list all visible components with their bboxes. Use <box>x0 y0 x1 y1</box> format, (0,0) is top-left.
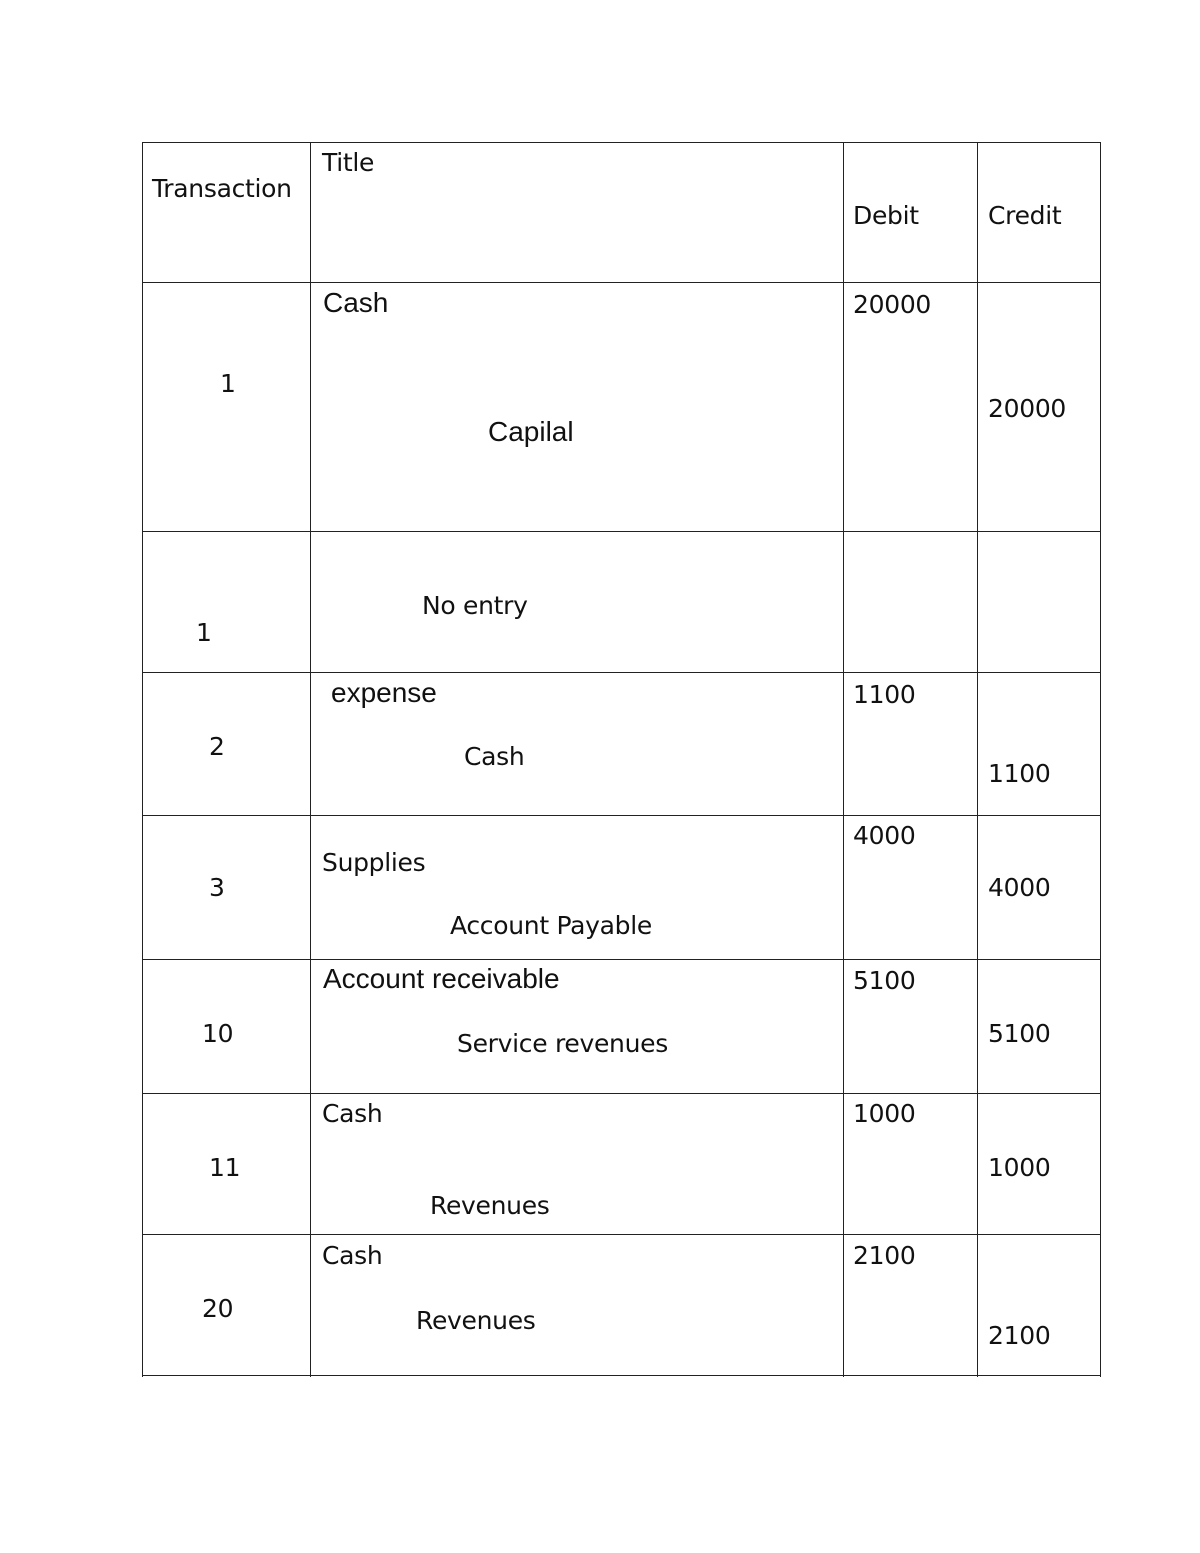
column-divider <box>843 142 844 1377</box>
row-divider <box>142 959 1101 960</box>
table-border-bottom <box>142 1375 1101 1376</box>
transaction-number: 11 <box>209 1153 241 1182</box>
header-title: Title <box>322 148 375 177</box>
transaction-number: 1 <box>196 618 212 647</box>
debit-account: expense <box>331 677 437 708</box>
debit-amount: 1100 <box>853 680 916 709</box>
transaction-number: 20 <box>202 1294 234 1323</box>
header-credit: Credit <box>988 201 1062 230</box>
row-divider <box>142 815 1101 816</box>
debit-account: Cash <box>322 1241 383 1270</box>
credit-amount: 1000 <box>988 1153 1051 1182</box>
table-border-left <box>142 142 143 1377</box>
column-divider <box>310 142 311 1377</box>
table-border-top <box>142 142 1101 143</box>
credit-account: Revenues <box>416 1306 536 1335</box>
credit-amount: 1100 <box>988 759 1051 788</box>
transaction-number: 3 <box>209 873 225 902</box>
journal-table <box>142 142 1101 1377</box>
debit-amount: 20000 <box>853 290 932 319</box>
debit-amount: 4000 <box>853 821 916 850</box>
credit-account: Account Payable <box>450 911 652 940</box>
credit-account: Service revenues <box>457 1029 668 1058</box>
row-divider <box>142 1093 1101 1094</box>
transaction-number: 2 <box>209 732 225 761</box>
header-debit: Debit <box>853 201 919 230</box>
debit-amount: 5100 <box>853 966 916 995</box>
credit-amount: 4000 <box>988 873 1051 902</box>
credit-account: Cash <box>464 742 525 771</box>
row-divider <box>142 672 1101 673</box>
debit-account: Cash <box>323 287 389 318</box>
debit-account: Account receivable <box>323 963 560 994</box>
debit-account: Cash <box>322 1099 383 1128</box>
credit-account: Capilal <box>488 416 574 447</box>
no-entry-note: No entry <box>422 591 528 620</box>
credit-amount: 20000 <box>988 394 1067 423</box>
row-divider <box>142 531 1101 532</box>
debit-account: Supplies <box>322 848 426 877</box>
transaction-number: 1 <box>220 369 236 398</box>
table-border-right <box>1100 142 1101 1377</box>
credit-amount: 5100 <box>988 1019 1051 1048</box>
debit-amount: 2100 <box>853 1241 916 1270</box>
credit-amount: 2100 <box>988 1321 1051 1350</box>
row-divider <box>142 282 1101 283</box>
header-transaction: Transaction <box>152 174 292 203</box>
column-divider <box>977 142 978 1377</box>
credit-account: Revenues <box>430 1191 550 1220</box>
row-divider <box>142 1234 1101 1235</box>
transaction-number: 10 <box>202 1019 234 1048</box>
debit-amount: 1000 <box>853 1099 916 1128</box>
